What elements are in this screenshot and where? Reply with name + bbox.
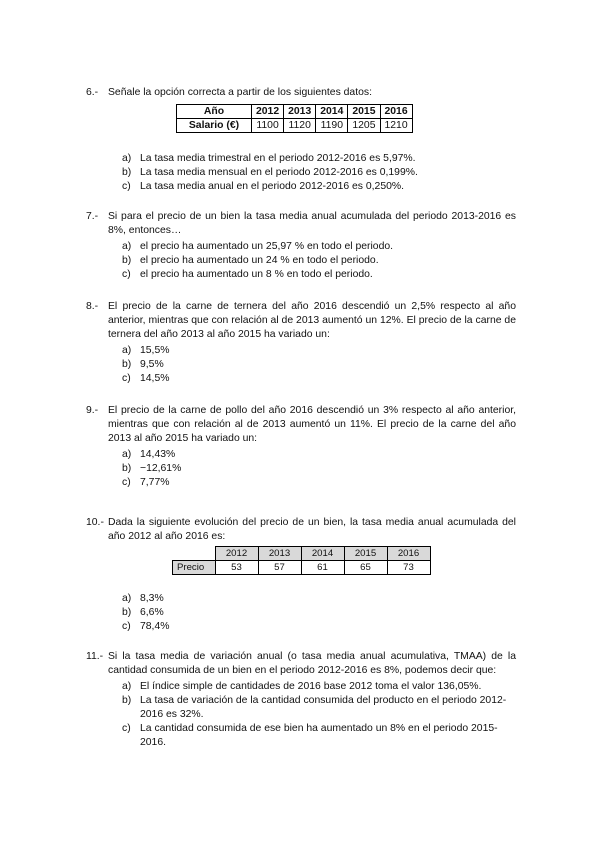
table-header-row — [177, 105, 413, 119]
table-header-cell: 2014 — [316, 105, 348, 119]
table-cell: 1205 — [348, 119, 380, 133]
question-number: 8.- — [86, 301, 99, 312]
question-text: Dada la siguiente evolución del precio de un bien, la tasa media anual acumulada del año 2012 al año 2016 es: — [108, 517, 516, 542]
option-c: c) 7,77% — [122, 477, 170, 488]
question-10 — [86, 516, 516, 544]
option-c: c) el precio ha aumentado un 8 % en todo el periodo. — [122, 269, 373, 280]
option-a: a) 14,43% — [122, 449, 176, 460]
table-header-cell: 2013 — [284, 105, 316, 119]
table-cell: 1210 — [380, 119, 412, 133]
table-row — [177, 119, 413, 133]
option-b: b) 9,5% — [122, 359, 164, 370]
table-cell: 53 — [215, 561, 258, 575]
question-number: 9.- — [86, 405, 99, 416]
table-header-cell: 2013 — [258, 547, 301, 561]
option-c: c) 78,4% — [122, 621, 170, 632]
option-a: a) 15,5% — [122, 345, 170, 356]
option-b: b) −12,61% — [122, 463, 182, 474]
table-header-row — [173, 547, 431, 561]
option-b: b) el precio ha aumentado un 24 % en todo el periodo. — [122, 255, 379, 266]
table-row-label: Precio — [173, 561, 216, 575]
question-text: Señale la opción correcta a partir de los siguientes datos: — [108, 87, 372, 98]
question-text: El precio de la carne de pollo del año 2016 descendió un 3% respecto al año anterior, mientras que con relación al de 2013 aumentó un 11%. El precio de la carne del año 2013 al año 2015 ha variado un: — [108, 405, 516, 444]
question-number: 11.- — [86, 651, 104, 662]
table-header-cell: 2015 — [348, 105, 380, 119]
question-number: 10.- — [86, 517, 104, 528]
table-row-label: Salario (€) — [177, 119, 252, 133]
question-text: Si para el precio de un bien la tasa media anual acumulada del periodo 2013-2016 es 8%, entonces… — [108, 211, 516, 236]
question-8 — [86, 300, 516, 386]
option-a: a) el precio ha aumentado un 25,97 % en todo el periodo. — [122, 241, 394, 252]
question-7 — [86, 210, 516, 282]
question-number: 7.- — [86, 211, 99, 222]
table-cell: 73 — [387, 561, 430, 575]
table-header-cell: 2014 — [301, 547, 344, 561]
table-cell: 65 — [344, 561, 387, 575]
question-text: Si la tasa media de variación anual (o tasa media anual acumulativa, TMAA) de la cantidad consumida de un bien en el periodo 2012-2016 es 8%, podemos decir que: — [108, 651, 516, 676]
table-cell: 1120 — [284, 119, 316, 133]
table-cell: 1100 — [252, 119, 284, 133]
table-header-cell: 2016 — [380, 105, 412, 119]
table-header-cell: 2012 — [215, 547, 258, 561]
option-b: b) La tasa media mensual en el periodo 2012-2016 es 0,199%. — [122, 167, 418, 178]
question-6-options — [86, 150, 516, 194]
option-a: a) 8,3% — [122, 593, 164, 604]
question-6 — [86, 86, 516, 100]
table-header-cell: Año — [177, 105, 252, 119]
option-c: c) La tasa media anual en el periodo 2012-2016 es 0,250%. — [122, 181, 405, 192]
table-empty-cell — [173, 547, 216, 561]
question-text: El precio de la carne de ternera del año 2016 descendió un 2,5% respecto al año anterior, mientras que con relación al de 2013 aumentó un 12%. El precio de la carne de ternera del año 2013 al año 2015 ha variado un: — [108, 301, 516, 340]
option-b: b) 6,6% — [122, 607, 164, 618]
table-header-cell: 2016 — [387, 547, 430, 561]
table-row — [173, 561, 431, 575]
table-cell: 61 — [301, 561, 344, 575]
option-c: c) 14,5% — [122, 373, 170, 384]
table-header-cell: 2012 — [252, 105, 284, 119]
option-c: c) La cantidad consumida de ese bien ha aumentado un 8% en el periodo 2015-2016. — [122, 723, 498, 748]
option-b: b) La tasa de variación de la cantidad consumida del producto en el periodo 2012-2016 es 32%. — [122, 695, 507, 720]
table-cell: 57 — [258, 561, 301, 575]
table-cell: 1190 — [316, 119, 348, 133]
option-a: a) El índice simple de cantidades de 2016 base 2012 toma el valor 136,05%. — [122, 681, 482, 692]
price-table — [172, 546, 431, 575]
question-9 — [86, 404, 516, 490]
question-number: 6.- — [86, 87, 99, 98]
salary-table — [176, 104, 413, 133]
question-11 — [86, 650, 516, 750]
option-a: a) La tasa media trimestral en el periodo 2012-2016 es 5,97%. — [122, 153, 416, 164]
table-header-cell: 2015 — [344, 547, 387, 561]
question-10-options — [86, 590, 516, 634]
